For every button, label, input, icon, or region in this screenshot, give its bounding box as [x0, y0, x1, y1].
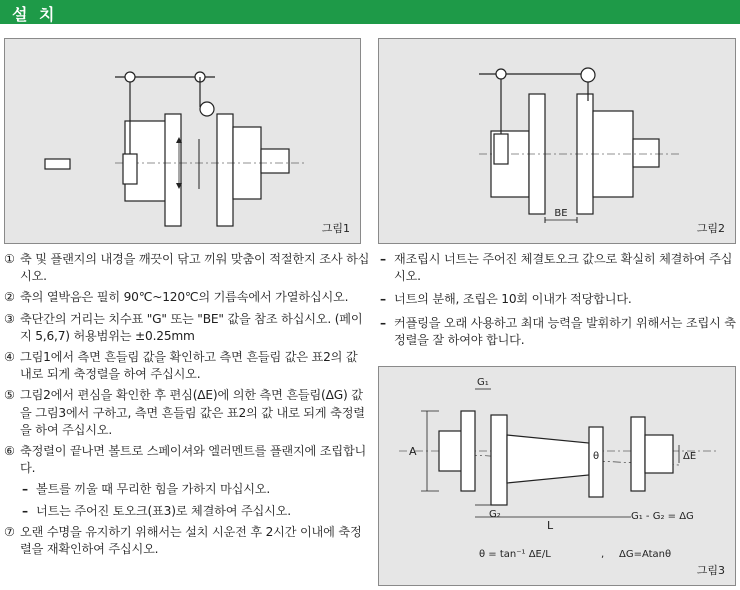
be-label: BE [554, 208, 568, 219]
note-item: – 커플링을 오래 사용하고 최대 능력을 발휘하기 위해서는 조립시 축정렬을 잘 하여야 합니다. [380, 315, 736, 347]
step-item: ⑥ 축정렬이 끝나면 볼트로 스페이셔와 엘러멘트를 플랜지에 조립합니다. [4, 444, 367, 476]
installation-notes-right [380, 251, 736, 355]
formula-separator: , [601, 549, 605, 560]
note-item: – 너트의 분해, 조립은 10회 이내가 적당합니다. [380, 292, 632, 307]
formula-atan: ΔG=Atanθ [619, 549, 672, 560]
step-item: ⑦ 오랜 수명을 유지하기 위해서는 설치 시운전 후 2시간 이내에 축정렬을 재확인하여 주십시오. [4, 524, 362, 557]
step-item: ③ 축단간의 거리는 치수표 "G" 또는 "BE" 값을 참조 하십시오. (페이지 5,6,7) 허용범위는 ±0.25mm [4, 311, 363, 343]
installation-steps-left [4, 251, 370, 562]
formula-theta: θ = tan⁻¹ ΔE/L [479, 549, 551, 560]
label-a: A [409, 445, 417, 458]
sub-step-item: – 너트는 주어진 토오크(표3)로 체결하여 주십시오. [22, 503, 291, 518]
figure-2 [378, 38, 736, 244]
coupling-dial-diagram-2 [379, 39, 737, 245]
step-item: ④ 그림1에서 측면 흔들림 값을 확인하고 측면 흔들림 값은 표2의 값 내로 되게 축정렬을 하여 주십시오. [4, 350, 358, 382]
step-item: ② 축의 열박음은 필히 90℃~120℃의 기름속에서 가열하십시오. [4, 290, 349, 305]
sub-step-item: – 볼트를 끼울 때 무리한 힘을 가하지 마십시오. [22, 482, 271, 497]
step-item: ⑤ 그림2에서 편심을 확인한 후 편심(ΔE)에 의한 측면 흔들림(ΔG) 값을 그림3에서 구하고, 측면 흔들림 값은 표2의 값 내로 되게 축정렬을 하여 주십시오. [4, 388, 365, 437]
step-item: ① 축 및 플랜지의 내경을 깨끗이 닦고 끼워 맞춤이 적절한지 조사 하십시오. [4, 252, 370, 284]
figure-3 [378, 366, 736, 586]
figure-3-caption: 그림3 [696, 564, 725, 577]
formula-delta-g: G₁ - G₂ = ΔG [631, 511, 694, 522]
section-title: 설 치 [12, 5, 58, 24]
label-g1: G₁ [477, 377, 489, 388]
coupling-dial-diagram-1 [5, 39, 362, 245]
label-g2: G₂ [489, 509, 501, 520]
figure-1 [4, 38, 361, 244]
label-theta: θ [593, 451, 600, 462]
figure-2-caption: 그림2 [696, 222, 725, 235]
label-delta-e: ΔE [683, 451, 697, 462]
note-item: – 재조립시 너트는 주어진 체결토오크 값으로 확실히 체결하여 주십시오. [380, 252, 733, 284]
figure-1-caption: 그림1 [321, 222, 350, 235]
misalignment-diagram [379, 367, 737, 587]
label-l: L [547, 519, 554, 532]
section-header [0, 0, 740, 24]
